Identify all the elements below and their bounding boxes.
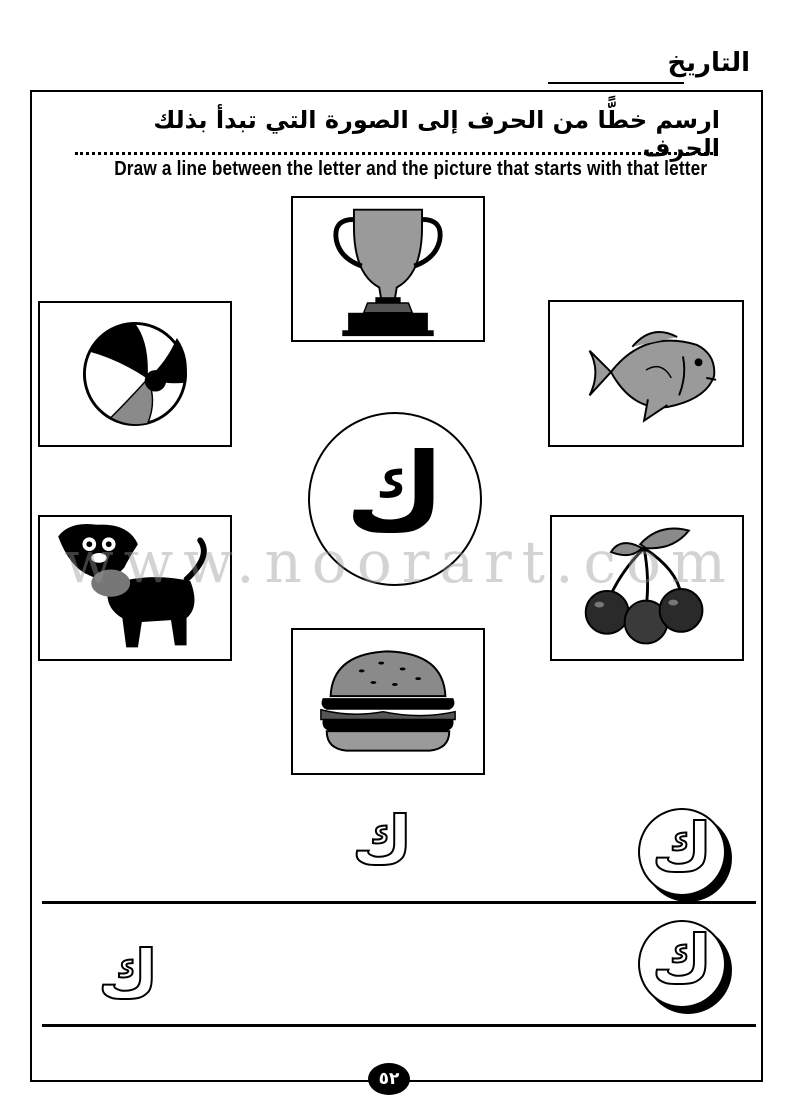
- picture-fish: [548, 300, 744, 447]
- ball-icon: [40, 303, 230, 445]
- model-letter-1: ك: [651, 809, 713, 886]
- trophy-icon: [293, 198, 483, 340]
- model-letter-circle-2: [638, 920, 726, 1008]
- page-number: ٥٢: [368, 1063, 410, 1095]
- picture-ball: [38, 301, 232, 447]
- instruction-english: Draw a line between the letter and the picture that starts with that letter: [114, 158, 708, 180]
- fish-icon: [550, 302, 742, 445]
- model-letter-circle-1: [638, 808, 726, 896]
- dotted-divider: [75, 152, 713, 155]
- instruction-arabic: ارسم خطًّا من الحرف إلى الصورة التي تبدأ بذلك الحرف: [153, 106, 720, 162]
- date-blank-line: [548, 82, 684, 84]
- trace-letter-2: ك: [98, 936, 159, 1013]
- date-label: التاريخ: [667, 48, 750, 78]
- center-letter: ك: [345, 431, 445, 556]
- watermark: www.noorart.com: [64, 528, 736, 596]
- writing-line-2: [42, 1024, 756, 1027]
- trace-letter-1: ك: [352, 802, 413, 879]
- picture-burger: [291, 628, 485, 775]
- burger-icon: [293, 630, 483, 773]
- writing-line-1: [42, 901, 756, 904]
- model-letter-2: ك: [651, 921, 713, 998]
- picture-trophy: [291, 196, 485, 342]
